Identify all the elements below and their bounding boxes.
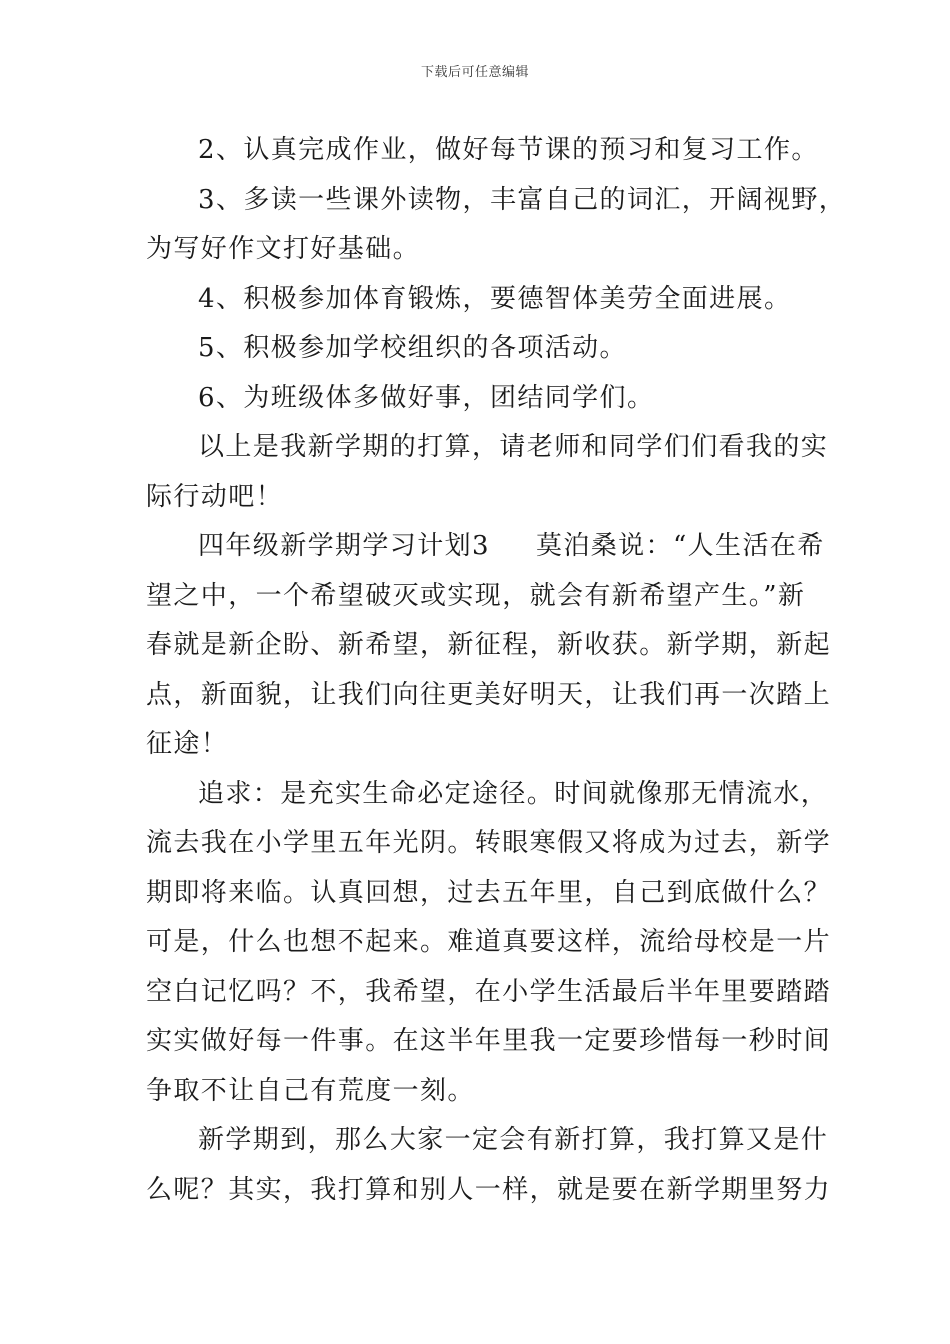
paragraph-line: 以上是我新学期的打算，请老师和同学们们看我的实	[198, 432, 829, 462]
page-header-note: 下载后可任意编辑	[420, 65, 529, 80]
paragraph-line: 4、积极参加体育锻炼，要德智体美劳全面进展。	[198, 283, 792, 314]
paragraph-line: 春就是新企盼、新希望，新征程，新收获。新学期，新起	[146, 630, 832, 660]
paragraph-line: 莫泊桑说：“人生活在希	[535, 531, 825, 561]
section-heading-line	[146, 522, 825, 572]
section-title: 四年级新学期学习计划3	[198, 531, 490, 561]
paragraph-line: 6、为班级体多做好事，团结同学们。	[198, 382, 655, 413]
paragraph-line: 可是，什么也想不起来。难道真要这样，流给母校是一片	[146, 927, 832, 957]
paragraph-line: 追求：是充实生命必定途径。时间就像那无情流水，	[198, 778, 829, 809]
paragraph-line: 征途！	[146, 729, 229, 759]
paragraph-line: 实实做好每一件事。在这半年里我一定要珍惜每一秒时间	[146, 1026, 832, 1056]
paragraph-line: 望之中，一个希望破灭或实现，就会有新希望产生。”新	[146, 580, 806, 611]
paragraph-line: 为写好作文打好基础。	[146, 234, 421, 264]
paragraph-line: 2、认真完成作业，做好每节课的预习和复习工作。	[198, 135, 819, 165]
paragraph-line: 空白记忆吗？不，我希望，在小学生活最后半年里要踏踏	[146, 976, 832, 1007]
paragraph-line: 点，新面貌，让我们向往更美好明天，让我们再一次踏上	[146, 679, 832, 710]
document-body	[146, 126, 847, 1215]
paragraph-line: 流去我在小学里五年光阴。转眼寒假又将成为过去，新学	[146, 828, 832, 858]
paragraph-line: 际行动吧！	[146, 481, 284, 512]
paragraph-line: 5、积极参加学校组织的各项活动。	[198, 333, 627, 363]
paragraph-line: 争取不让自己有荒度一刻。	[146, 1075, 475, 1106]
paragraph-line: 么呢？其实，我打算和别人一样，就是要在新学期里努力	[146, 1174, 832, 1205]
paragraph-line: 新学期到，那么大家一定会有新打算，我打算又是什	[198, 1125, 829, 1155]
paragraph-line: 3、多读一些课外读物，丰富自己的词汇，开阔视野，	[198, 184, 847, 215]
paragraph-line: 期即将来临。认真回想，过去五年里，自己到底做什么？	[146, 877, 832, 908]
